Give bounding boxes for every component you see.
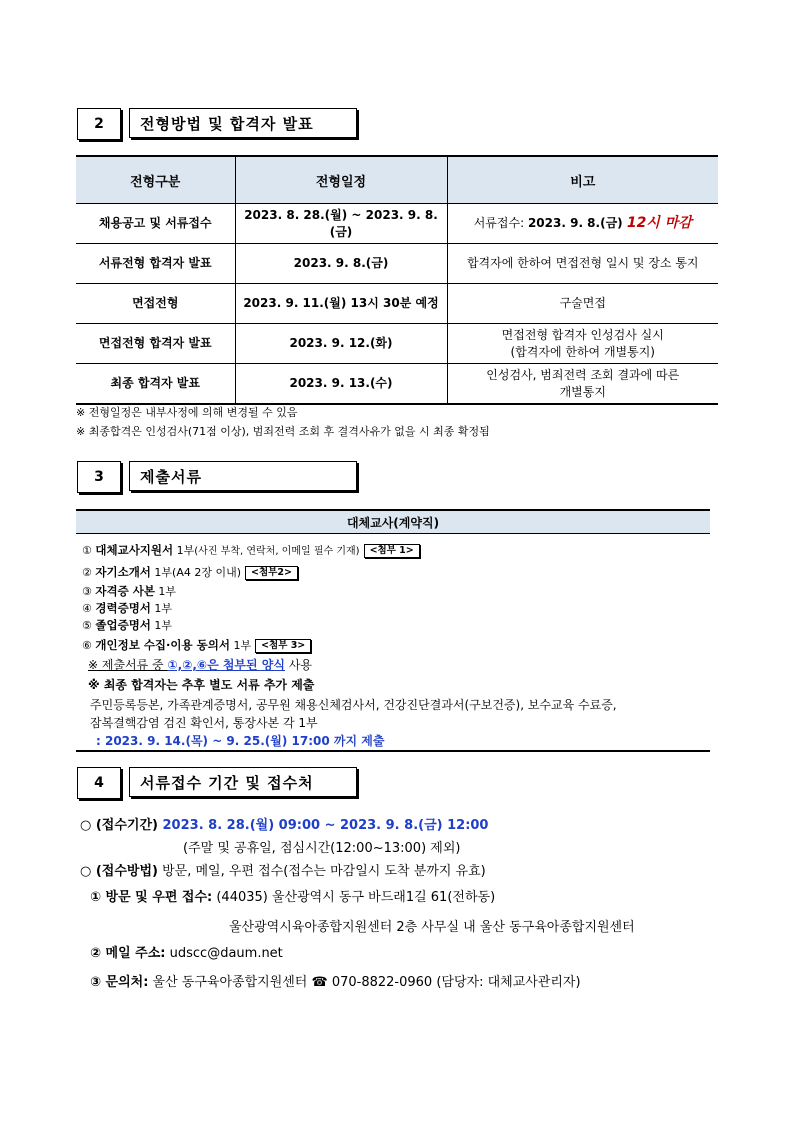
- section-title: 전형방법 및 합격자 발표: [129, 108, 357, 138]
- date-cell: 2023. 8. 28.(월) ~ 2023. 9. 8.(금): [235, 204, 447, 244]
- item-number: ⑤: [82, 619, 92, 632]
- item-number: ②: [82, 566, 92, 579]
- contact-value: 울산 동구육아종합지원센터 ☎ 070-8822-0960 (담당자: 대체교사관리자): [148, 975, 581, 990]
- date-cell: 2023. 9. 8.(금): [235, 244, 447, 284]
- section-title: 서류접수 기간 및 접수처: [129, 767, 357, 797]
- item-number: ④: [82, 602, 92, 615]
- column-header: 전형일정: [235, 156, 447, 204]
- usage-note-highlight: ①,②,⑥은 첨부된 양식: [167, 658, 285, 672]
- section-number: 4: [77, 767, 121, 799]
- section-title: 제출서류: [129, 461, 357, 491]
- item-detail: (사진 부착, 연락처, 이메일 필수 기재): [194, 546, 360, 557]
- document-item: [82, 617, 172, 633]
- visit-label: ① 방문 및 우편 접수:: [90, 890, 213, 905]
- note-prefix: 서류접수:: [473, 216, 528, 230]
- item-name: 경력증명서: [95, 601, 151, 615]
- usage-note: [88, 656, 312, 673]
- schedule-table: [76, 155, 718, 405]
- item-number: ①: [82, 544, 92, 557]
- item-qty: 1부: [173, 544, 195, 557]
- table-row: [76, 284, 718, 324]
- item-name: 자격증 사본: [95, 584, 155, 598]
- attachment-tag: <첨부2>: [245, 566, 298, 580]
- contact-label: ③ 문의처:: [90, 975, 149, 990]
- table-row: [76, 204, 718, 244]
- reception-period: [80, 814, 488, 833]
- note-cell: [447, 324, 718, 364]
- table-row: [76, 364, 718, 405]
- stage-cell: 면접전형: [76, 284, 235, 324]
- item-qty: 1부: [150, 619, 173, 632]
- item-number: ⑥: [82, 639, 92, 652]
- document-item: [82, 542, 420, 558]
- note-line: (합격자에 한하여 개별통지): [510, 344, 655, 359]
- date-cell: 2023. 9. 11.(월) 13시 30분 예정: [235, 284, 447, 324]
- column-header: 전형구분: [76, 156, 235, 204]
- column-header: 비고: [447, 156, 718, 204]
- period-label: ○ (접수기간): [80, 818, 163, 833]
- stage-cell: 면접전형 합격자 발표: [76, 324, 235, 364]
- item-name: 대체교사지원서: [95, 543, 174, 557]
- visit-address-line-2: 울산광역시육아종합지원센터 2층 사무실 내 울산 동구육아종합지원센터: [229, 920, 635, 935]
- document-item: [82, 583, 176, 599]
- final-docs-list: 주민등록등본, 가족관계증명서, 공무원 채용신체검사서, 건강진단결과서(구보건증), 보수교육 수료증,: [90, 698, 617, 712]
- item-number: ③: [82, 585, 92, 598]
- period-note: (주말 및 공휴일, 점심시간(12:00~13:00) 제외): [183, 841, 461, 856]
- documents-header: 대체교사(계약직): [76, 511, 710, 534]
- stage-cell: 서류전형 합격자 발표: [76, 244, 235, 284]
- section-number: 3: [77, 461, 121, 493]
- visit-value: (44035) 울산광역시 동구 바드래1길 61(전하동): [212, 890, 496, 905]
- item-name: 졸업증명서: [95, 618, 151, 632]
- final-docs-deadline: : 2023. 9. 14.(목) ~ 9. 25.(월) 17:00 까지 제출: [96, 734, 385, 748]
- item-name: 자기소개서: [95, 565, 151, 579]
- table-row: [76, 324, 718, 364]
- attachment-tag: <첨부 3>: [255, 639, 311, 653]
- date-cell: 2023. 9. 12.(화): [235, 324, 447, 364]
- date-cell: 2023. 9. 13.(수): [235, 364, 447, 405]
- footnote: ※ 전형일정은 내부사정에 의해 변경될 수 있음: [76, 406, 298, 419]
- note-line: 인성검사, 범죄전력 조회 결과에 따른: [486, 367, 680, 382]
- note-line: 면접전형 합격자 인성검사 실시: [501, 327, 664, 342]
- method-label: ○ (접수방법): [80, 864, 158, 879]
- note-cell: 구술면접: [447, 284, 718, 324]
- final-docs-title: ※ 최종 합격자는 추후 별도 서류 추가 제출: [88, 678, 315, 692]
- note-cell: 합격자에 한하여 면접전형 일시 및 장소 통지: [447, 244, 718, 284]
- item-qty: 1부: [150, 602, 173, 615]
- reception-method: [80, 860, 486, 879]
- stage-cell: 최종 합격자 발표: [76, 364, 235, 405]
- final-docs-list: 잠복결핵감염 검진 확인서, 통장사본 각 1부: [90, 716, 318, 730]
- mail-label: ② 메일 주소:: [90, 946, 166, 961]
- usage-note-prefix: ※ 제출서류 중: [88, 658, 168, 672]
- period-value: 2023. 8. 28.(월) 09:00 ~ 2023. 9. 8.(금) 12:00: [162, 818, 489, 833]
- footnote: ※ 최종합격은 인성검사(71점 이상), 범죄전력 조회 후 결격사유가 없을 시 최종 확정됨: [76, 425, 490, 438]
- item-qty: 1부: [150, 566, 173, 579]
- item-detail: (A4 2장 이내): [172, 566, 242, 579]
- required-documents-box: [76, 509, 710, 752]
- note-cell: [447, 204, 718, 244]
- document-item: [82, 637, 311, 653]
- mail-value: udscc@daum.net: [165, 946, 283, 961]
- deadline-highlight: 12시 마감: [626, 215, 692, 231]
- table-row: [76, 244, 718, 284]
- item-qty: 1부: [229, 639, 252, 652]
- table-header-row: [76, 156, 718, 204]
- section-number: 2: [77, 108, 121, 140]
- contact-info: [90, 971, 581, 990]
- mail-address: [90, 942, 283, 961]
- item-name: 개인정보 수집·이용 동의서: [95, 638, 230, 652]
- note-cell: [447, 364, 718, 405]
- document-item: [82, 564, 298, 580]
- visit-address: [90, 886, 495, 905]
- document-item: [82, 600, 172, 616]
- usage-note-suffix: 사용: [284, 658, 312, 672]
- attachment-tag: <첨부 1>: [364, 544, 420, 558]
- note-date: 2023. 9. 8.(금): [527, 216, 627, 230]
- stage-cell: 채용공고 및 서류접수: [76, 204, 235, 244]
- item-qty: 1부: [154, 585, 177, 598]
- method-value: 방문, 메일, 우편 접수(접수는 마감일시 도착 분까지 유효): [157, 864, 486, 879]
- note-line: 개별통지: [559, 384, 606, 399]
